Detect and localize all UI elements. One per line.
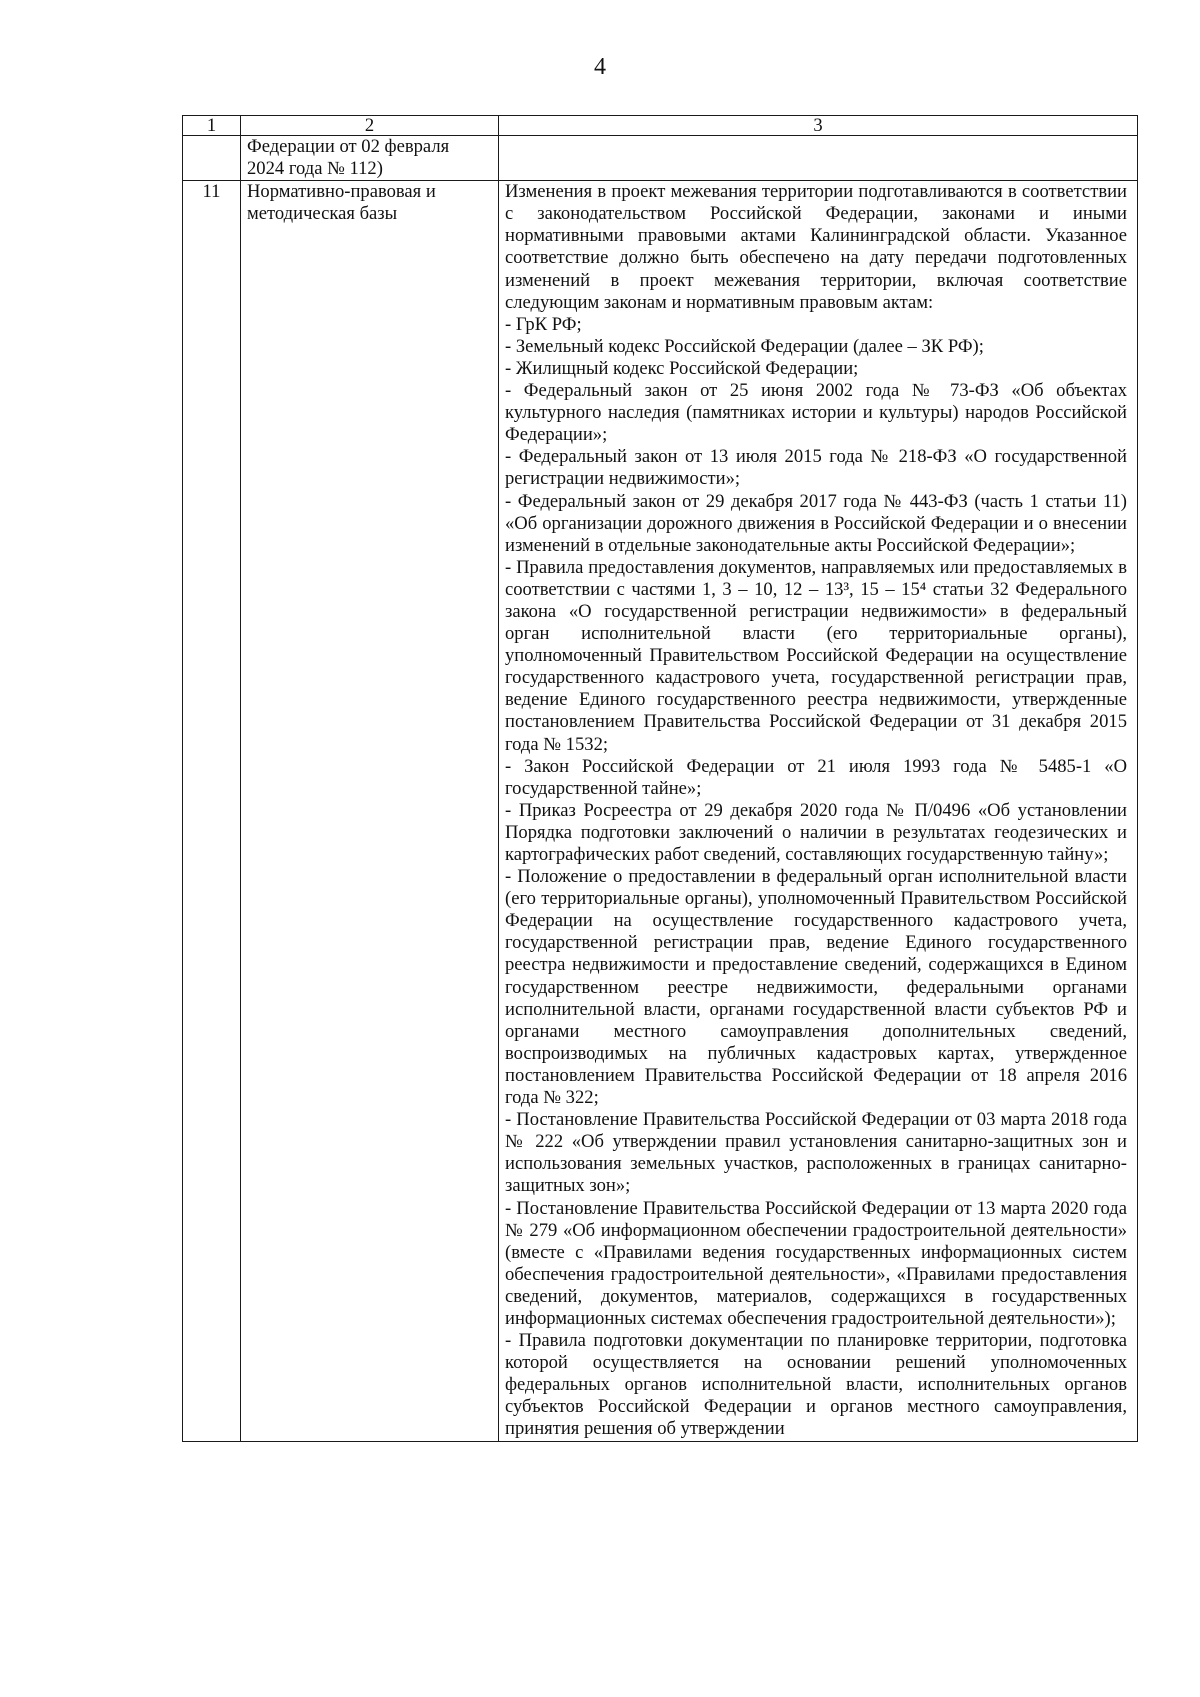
content-paragraph: - Федеральный закон от 25 июня 2002 года № 73-ФЗ «Об объектах культурного наследия (памятниках истории и культуры) народов Российской Федерации»; <box>505 380 1127 446</box>
page-number: 4 <box>594 54 606 80</box>
table-row-11 <box>183 181 1138 1441</box>
row-title-cell <box>241 136 499 181</box>
content-paragraph: Изменения в проект межевания территории подготавливаются в соответствии с законодательством Российской Федерации, законами и иными нормативными правовыми актами Калининградской области. Указанное соответствие должно быть обеспечено на дату передачи подготовленных изменений в проект межевания территории, включая соответствие следующим законам и нормативным правовым актам: <box>505 181 1127 313</box>
content-paragraph: - Жилищный кодекс Российской Федерации; <box>505 357 859 379</box>
row-number-cell: 11 <box>183 181 241 1441</box>
row-content-cell <box>499 181 1138 1441</box>
table-header-row <box>183 116 1138 136</box>
row-number-cell <box>183 136 241 181</box>
row-title-cell <box>241 181 499 1441</box>
content-paragraph: - Федеральный закон от 29 декабря 2017 года № 443-ФЗ (часть 1 статьи 11) «Об организации дорожного движения в Российской Федерации и о внесении изменений в отдельные законодательные акты Российской Федерации»; <box>505 490 1127 556</box>
content-paragraph: - ГрК РФ; <box>505 313 582 335</box>
content-paragraph: - Федеральный закон от 13 июля 2015 года № 218-ФЗ «О государственной регистрации недвижимости»; <box>505 446 1127 490</box>
content-paragraph: - Постановление Правительства Российской Федерации от 03 марта 2018 года № 222 «Об утверждении правил установления санитарно-защитных зон и использования земельных участков, расположенных в границах санитарно-защитных зон»; <box>505 1109 1127 1197</box>
content-paragraph: - Закон Российской Федерации от 21 июля 1993 года № 5485-1 «О государственной тайне»; <box>505 755 1127 799</box>
table-row-continued <box>183 136 1138 181</box>
content-paragraph: - Правила предоставления документов, направляемых или предоставляемых в соответствии с частями 1, 3 – 10, 12 – 13³, 15 – 15⁴ статьи 32 Федерального закона «О государственной регистрации недвижимости» в федеральный орган исполнительной власти (его территориальные органы), уполномоченный Правительством Российской Федерации на осуществление государственного кадастрового учета, государственной регистрации прав, ведение Единого государственного реестра недвижимости, утвержденные постановлением Правительства Российской Федерации от 31 декабря 2015 года № 1532; <box>505 556 1127 755</box>
content-paragraph: - Правила подготовки документации по планировке территории, подготовка которой осуществляется на основании решений уполномоченных федеральных органов исполнительной власти, исполнительных органов субъектов Российской Федерации и органов местного самоуправления, принятия решения об утверждении <box>505 1330 1127 1440</box>
row-title-text: Федерации от 02 февраля 2024 года № 112) <box>247 136 450 180</box>
content-paragraph: - Постановление Правительства Российской Федерации от 13 марта 2020 года № 279 «Об информационном обеспечении градостроительной деятельности» (вместе с «Правилами ведения государственных информационных систем обеспечения градостроительной деятельности», «Правилами предоставления сведений, документов, материалов, содержащихся в государственных информационных системах обеспечения градостроительной деятельности»); <box>505 1197 1127 1329</box>
document-table <box>182 115 1138 1442</box>
header-cell-1: 1 <box>183 116 241 136</box>
header-cell-3: 3 <box>499 116 1138 136</box>
content-paragraph: - Положение о предоставлении в федеральный орган исполнительной власти (его территориальные органы), уполномоченный Правительством Российской Федерации на осуществление государственного кадастрового учета, государственной регистрации прав, ведение Единого государственного реестра недвижимости и предоставление сведений, содержащихся в Едином государственном реестре недвижимости, федеральными органами исполнительной власти, органами государственной власти субъектов РФ и органами местного самоуправления дополнительных сведений, воспроизводимых на публичных кадастровых картах, утвержденное постановлением Правительства Российской Федерации от 18 апреля 2016 года № 322; <box>505 866 1127 1109</box>
content-paragraph: - Земельный кодекс Российской Федерации (далее – ЗК РФ); <box>505 335 984 357</box>
content-paragraph: - Приказ Росреестра от 29 декабря 2020 года № П/0496 «Об установлении Порядка подготовки заключений о наличии в результатах геодезических и картографических работ сведений, составляющих государственную тайну»; <box>505 799 1127 865</box>
row-content-cell <box>499 136 1138 181</box>
header-cell-2: 2 <box>241 116 499 136</box>
row-title-text: Нормативно-правовая и методическая базы <box>247 181 436 225</box>
